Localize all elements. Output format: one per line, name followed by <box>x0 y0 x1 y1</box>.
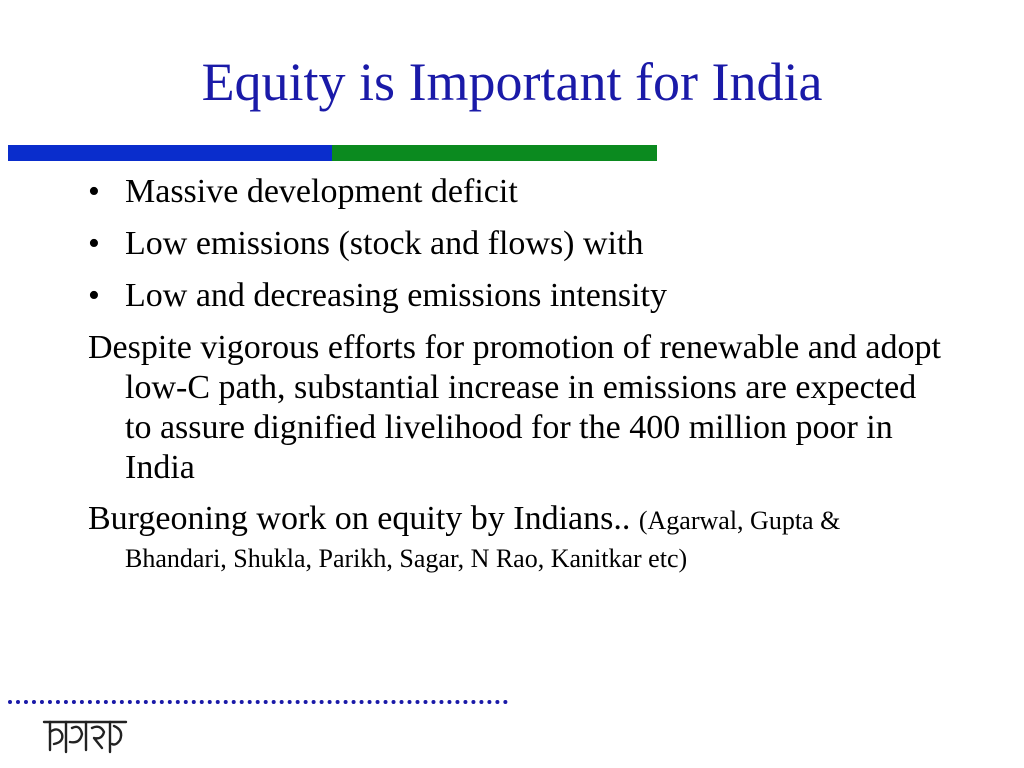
bullet-text: Massive development deficit <box>125 173 518 210</box>
bullet-text: Low emissions (stock and flows) with <box>125 225 644 262</box>
slide-title: Equity is Important for India <box>201 52 823 112</box>
bullet-item <box>88 276 948 316</box>
body-paragraph-burgeoning <box>88 500 948 576</box>
bullet-dot-icon: • <box>88 225 100 262</box>
title-underline-blue <box>8 145 332 161</box>
body-paragraph-despite: Despite vigorous efforts for promotion of renewable and adopt low-C path, substantial increase in emissions are expected to assure dignified livelihood for the 400 million poor in India <box>88 329 941 486</box>
bullet-dot-icon: • <box>88 173 100 210</box>
footer-dotted-rule <box>8 700 508 704</box>
handwritten-devanagari-logo <box>40 714 130 758</box>
slide-body <box>88 172 948 588</box>
bullet-text: Low and decreasing emissions intensity <box>125 277 668 314</box>
bullet-item <box>88 224 948 264</box>
title-underline-green <box>332 145 657 161</box>
bullet-item <box>88 172 948 212</box>
bullet-dot-icon: • <box>88 277 100 314</box>
paragraph-main-text: Burgeoning work on equity by Indians.. <box>88 500 631 537</box>
paragraph-citation-text: (Agarwal, Gupta & Bhandari, Shukla, Parikh, Sagar, N Rao, Kanitkar etc) <box>125 506 841 573</box>
